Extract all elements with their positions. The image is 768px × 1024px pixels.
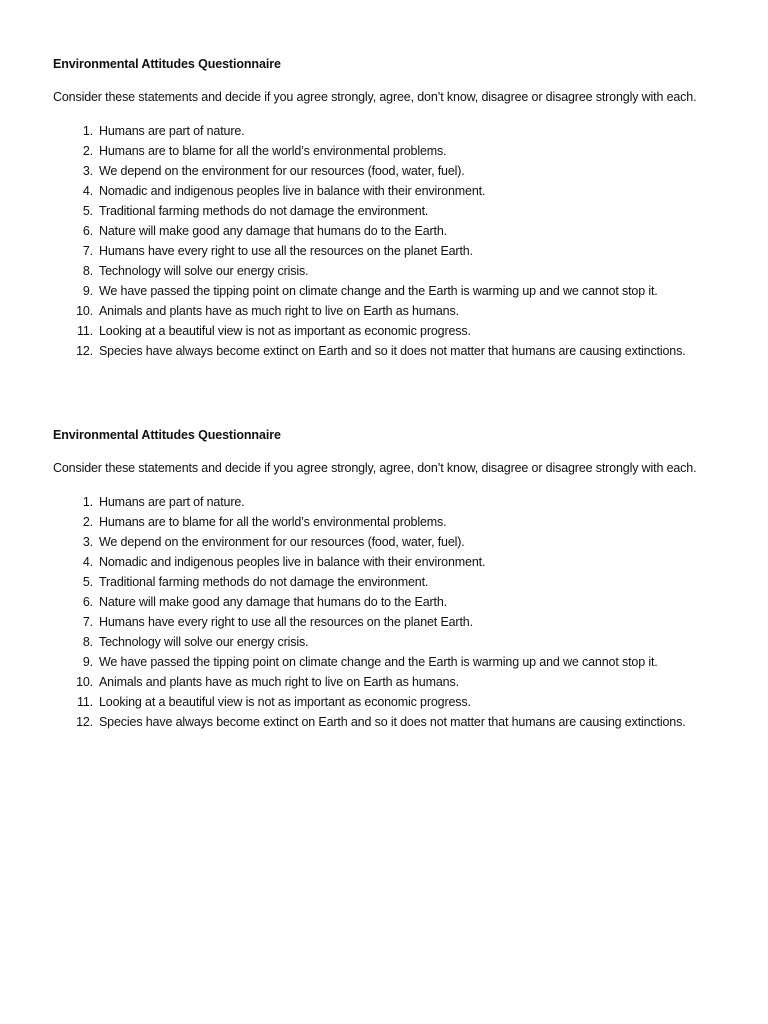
- list-item: [53, 341, 733, 361]
- item-number: 2.: [82, 515, 93, 529]
- item-text: We have passed the tipping point on climate change and the Earth is warming up and we cannot stop it.: [99, 655, 658, 669]
- list-item: [53, 632, 733, 652]
- item-text: Humans are part of nature.: [99, 124, 245, 138]
- list-item: [53, 321, 733, 341]
- item-text: Animals and plants have as much right to live on Earth as humans.: [99, 304, 459, 318]
- list-item: [53, 261, 733, 281]
- questionnaire-instructions: Consider these statements and decide if you agree strongly, agree, don’t know, disagree or disagree strongly with each.: [53, 90, 697, 104]
- list-item: [53, 221, 733, 241]
- list-item: [53, 301, 733, 321]
- item-number: 3.: [82, 535, 93, 549]
- questionnaire-title: Environmental Attitudes Questionnaire: [53, 57, 281, 71]
- item-number: 10.: [76, 304, 93, 318]
- item-number: 4.: [82, 555, 93, 569]
- list-item: [53, 712, 733, 732]
- item-number: 2.: [82, 144, 93, 158]
- item-text: Humans are to blame for all the world’s environmental problems.: [99, 515, 447, 529]
- item-text: Species have always become extinct on Earth and so it does not matter that humans are causing extinctions.: [99, 344, 686, 358]
- item-text: Traditional farming methods do not damage the environment.: [99, 575, 429, 589]
- item-number: 7.: [82, 244, 93, 258]
- list-item: [53, 572, 733, 592]
- item-text: Nomadic and indigenous peoples live in balance with their environment.: [99, 555, 486, 569]
- item-number: 8.: [82, 264, 93, 278]
- list-item: [53, 201, 733, 221]
- item-text: Looking at a beautiful view is not as important as economic progress.: [99, 324, 471, 338]
- list-item: [53, 552, 733, 572]
- list-item: [53, 612, 733, 632]
- item-number: 8.: [82, 635, 93, 649]
- item-number: 5.: [82, 575, 93, 589]
- item-text: Nomadic and indigenous peoples live in balance with their environment.: [99, 184, 486, 198]
- item-text: Nature will make good any damage that humans do to the Earth.: [99, 595, 448, 609]
- item-number: 7.: [82, 615, 93, 629]
- item-number: 11.: [77, 695, 93, 709]
- item-text: Humans have every right to use all the resources on the planet Earth.: [99, 244, 473, 258]
- questionnaire-title: Environmental Attitudes Questionnaire: [53, 428, 281, 442]
- list-item: [53, 121, 733, 141]
- item-number: 3.: [82, 164, 93, 178]
- list-item: [53, 512, 733, 532]
- list-item: [53, 532, 733, 552]
- item-number: 10.: [76, 675, 93, 689]
- item-text: Humans are part of nature.: [99, 495, 245, 509]
- list-item: [53, 141, 733, 161]
- item-text: We depend on the environment for our resources (food, water, fuel).: [99, 535, 465, 549]
- questionnaire-instructions: Consider these statements and decide if you agree strongly, agree, don’t know, disagree or disagree strongly with each.: [53, 461, 697, 475]
- item-text: Humans are to blame for all the world’s environmental problems.: [99, 144, 447, 158]
- item-text: Looking at a beautiful view is not as important as economic progress.: [99, 695, 471, 709]
- item-number: 1.: [82, 124, 93, 138]
- item-text: We have passed the tipping point on climate change and the Earth is warming up and we cannot stop it.: [99, 284, 658, 298]
- statement-list: [53, 492, 733, 732]
- item-text: Species have always become extinct on Earth and so it does not matter that humans are causing extinctions.: [99, 715, 686, 729]
- questionnaire-section-2: [53, 426, 733, 732]
- item-text: Technology will solve our energy crisis.: [99, 635, 309, 649]
- list-item: [53, 492, 733, 512]
- item-number: 6.: [82, 224, 93, 238]
- item-number: 6.: [82, 595, 93, 609]
- item-number: 1.: [82, 495, 93, 509]
- list-item: [53, 161, 733, 181]
- item-text: Traditional farming methods do not damage the environment.: [99, 204, 429, 218]
- item-number: 11.: [77, 324, 93, 338]
- list-item: [53, 241, 733, 261]
- item-number: 12.: [76, 344, 93, 358]
- item-number: 9.: [82, 284, 93, 298]
- item-number: 4.: [82, 184, 93, 198]
- item-text: Nature will make good any damage that humans do to the Earth.: [99, 224, 448, 238]
- list-item: [53, 281, 733, 301]
- item-text: Animals and plants have as much right to live on Earth as humans.: [99, 675, 459, 689]
- item-number: 5.: [82, 204, 93, 218]
- list-item: [53, 672, 733, 692]
- item-number: 12.: [76, 715, 93, 729]
- item-text: Humans have every right to use all the resources on the planet Earth.: [99, 615, 473, 629]
- statement-list: [53, 121, 733, 361]
- item-text: Technology will solve our energy crisis.: [99, 264, 309, 278]
- item-text: We depend on the environment for our resources (food, water, fuel).: [99, 164, 465, 178]
- list-item: [53, 692, 733, 712]
- list-item: [53, 592, 733, 612]
- list-item: [53, 652, 733, 672]
- questionnaire-section-1: [53, 55, 733, 361]
- item-number: 9.: [82, 655, 93, 669]
- list-item: [53, 181, 733, 201]
